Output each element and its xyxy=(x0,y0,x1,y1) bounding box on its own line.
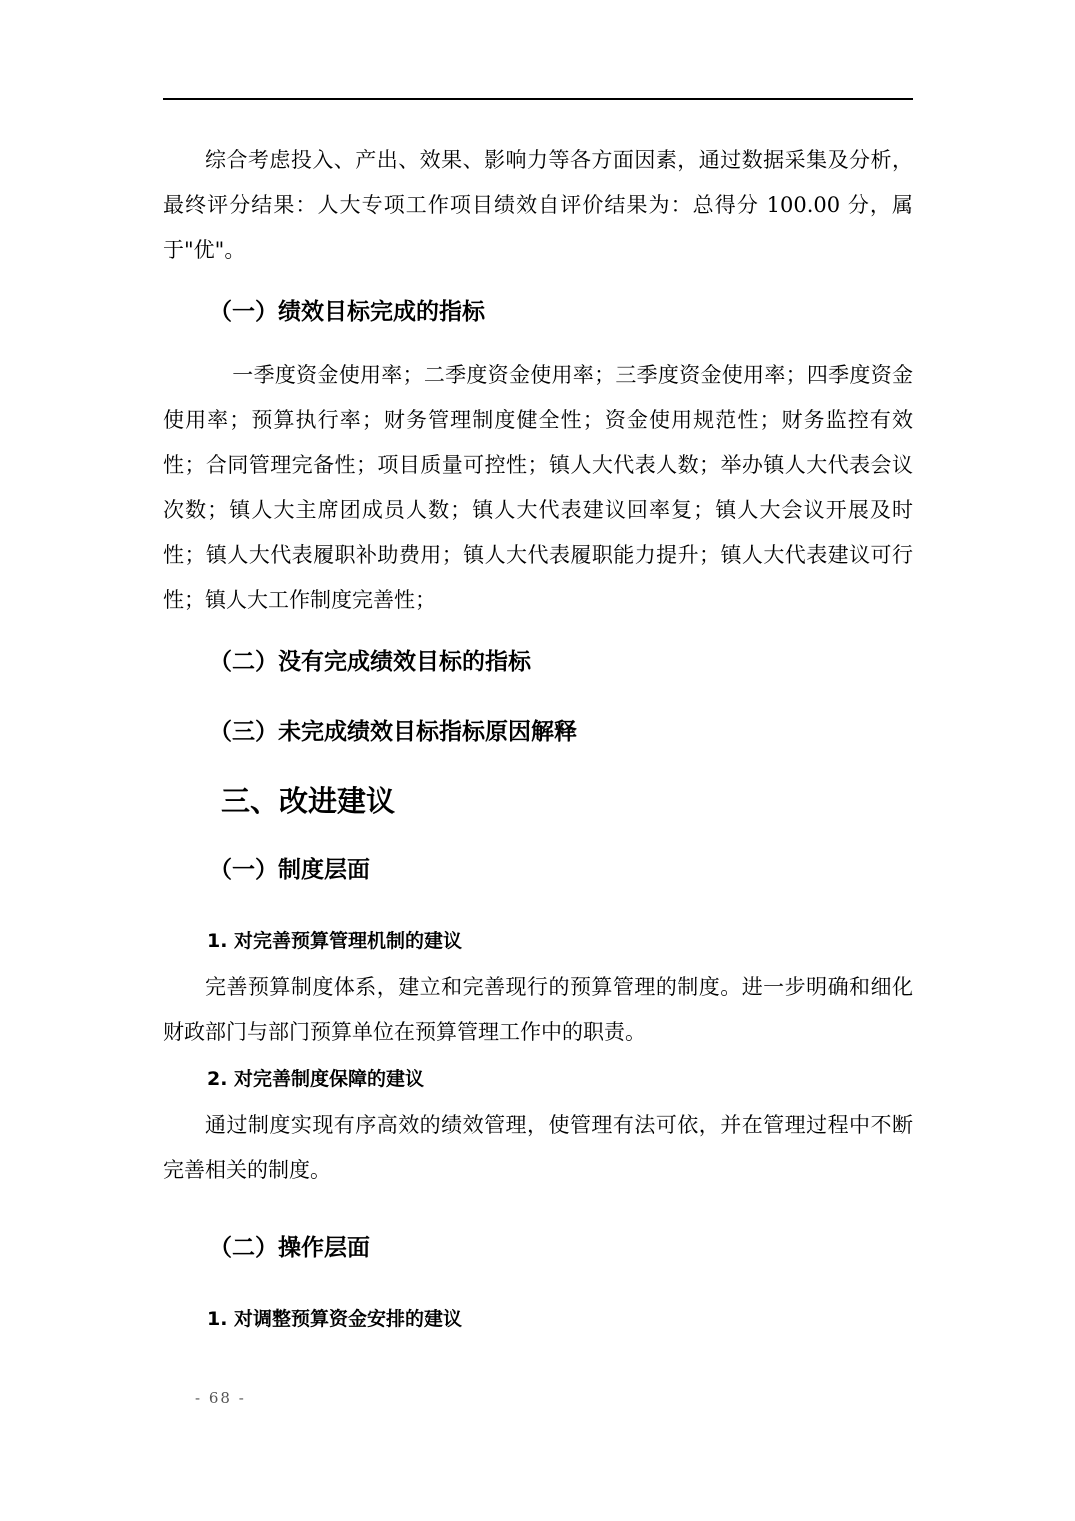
institutional-item-1-body: 完善预算制度体系，建立和完善现行的预算管理的制度。进一步明确和细化财政部门与部门预算单位在预算管理工作中的职责。 xyxy=(163,975,913,1044)
institutional-item-1-heading: 1. 对完善预算管理机制的建议 xyxy=(207,930,463,952)
institutional-item-2-body: 通过制度实现有序高效的绩效管理，使管理有法可依，并在管理过程中不断完善相关的制度。 xyxy=(163,1113,913,1182)
operational-item-1-heading: 1. 对调整预算资金安排的建议 xyxy=(207,1308,463,1330)
operational-heading: （二）操作层面 xyxy=(209,1235,370,1261)
section-2-heading: （二）没有完成绩效目标的指标 xyxy=(209,649,531,675)
header-rule xyxy=(163,98,913,100)
section-1-body: 一季度资金使用率；二季度资金使用率；三季度资金使用率；四季度资金使用率；预算执行率；财务管理制度健全性；资金使用规范性；财务监控有效性；合同管理完备性；项目质量可控性；镇人大代表人数；举办镇人大代表会议次数；镇人大主席团成员人数；镇人大代表建议回率复；镇人大会议开展及时性；镇人大代表履职补助费用；镇人大代表履职能力提升；镇人大代表建议可行性；镇人大工作制度完善性； xyxy=(163,363,913,612)
chapter-3-heading: 三、改进建议 xyxy=(221,784,396,818)
page-content xyxy=(163,138,913,1333)
page-number: - 68 - xyxy=(195,1389,246,1407)
section-3-heading: （三）未完成绩效目标指标原因解释 xyxy=(209,719,577,745)
institutional-item-2-heading: 2. 对完善制度保障的建议 xyxy=(207,1068,425,1090)
intro-paragraph: 综合考虑投入、产出、效果、影响力等各方面因素，通过数据采集及分析，最终评分结果：人大专项工作项目绩效自评价结果为：总得分 100.00 分，属于"优"。 xyxy=(163,148,913,262)
institutional-heading: （一）制度层面 xyxy=(209,857,370,883)
section-1-heading: （一）绩效目标完成的指标 xyxy=(209,299,485,325)
